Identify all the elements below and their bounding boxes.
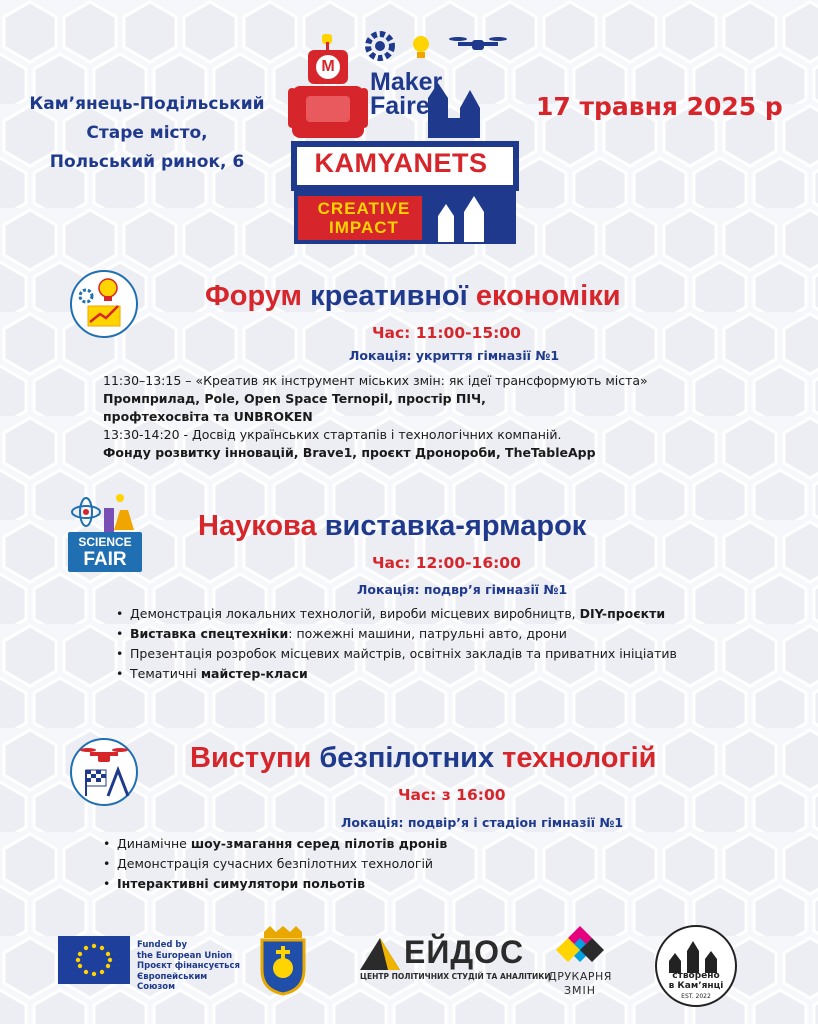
science-title-word-2: виставка-ярмарок: [324, 510, 587, 542]
eu-funding-text: [137, 940, 247, 993]
city-coat-of-arms: [258, 924, 308, 996]
science-title: [198, 510, 586, 543]
stamp-text-line-1: створено: [672, 971, 720, 981]
lightbulb-growth-icon: [70, 270, 138, 338]
science-bullet: • Презентація розробок місцевих майстрів, освітніх закладів та приватних ініціатив: [114, 645, 700, 662]
eu-stars-icon: [58, 936, 130, 984]
stamp-established: EST. 2022: [681, 993, 711, 1000]
drones-bullet-list: [101, 835, 581, 895]
drones-title-word-3: технологій: [502, 742, 657, 774]
forum-title: [205, 280, 621, 313]
forum-program-line: Промприлад, Pole, Open Space Ternopil, простір ПІЧ,: [103, 391, 486, 406]
science-fair-icon: [68, 490, 142, 572]
forum-title-word-2: креативної: [310, 280, 468, 312]
science-fair-badge-line-2: FAIR: [83, 549, 127, 570]
forum-location: Локація: укриття гімназії №1: [349, 348, 560, 363]
eu-text-line: Європейським Союзом: [137, 971, 208, 992]
science-bullet: • Демонстрація локальних технологій, вироби місцевих виробництв, DIY-проєкти: [114, 605, 754, 622]
drones-bullet: • Динамічне шоу-змагання серед пілотів дронів: [101, 835, 581, 852]
created-in-kamianets-stamp: [655, 925, 737, 1007]
creative-word: CREATIVE: [317, 199, 411, 218]
science-atom-flask-icon: [68, 490, 142, 536]
stamp-text: [663, 971, 729, 991]
forum-program-line: 11:30–13:15 – «Креатив як інструмент міських змін: як ідеї трансформують міста»: [103, 373, 648, 388]
drukarnia-diamond-icon: [548, 920, 612, 968]
creative-impact-wordmark: [304, 199, 424, 237]
maker-word: Maker: [370, 68, 443, 96]
forum-time: Час: 11:00-15:00: [372, 324, 521, 342]
eidos-triangle-icon: [360, 934, 404, 974]
forum-title-word-3: економіки: [475, 280, 621, 312]
kamyanets-wordmark: KAMYANETS: [314, 148, 488, 178]
drukarnia-zmin-logo: [548, 920, 612, 1000]
forum-program-line: Фонду розвитку інновацій, Brave1, проєкт Дронороби, TheTableApp: [103, 445, 596, 460]
drukarnia-line-2: ЗМІН: [563, 984, 597, 997]
drones-location: Локація: подвір’я і стадіон гімназії №1: [341, 815, 624, 830]
address-line-city: Кам’янець-Подільський: [29, 94, 265, 114]
science-bullet-list: [114, 605, 754, 685]
coat-of-arms-icon: [258, 924, 308, 996]
drones-time: Час: з 16:00: [398, 786, 506, 804]
eu-text-line: the European Union: [137, 950, 233, 961]
maker-faire-wordmark: [370, 70, 442, 118]
forum-program-line: профтехосвіта та UNBROKEN: [103, 409, 313, 424]
science-fair-badge: [68, 532, 142, 572]
drone-race-icon-graphic: [72, 740, 136, 804]
stamp-text-line-2: в Кам’янці: [668, 981, 724, 991]
eidos-subtitle: ЦЕНТР ПОЛІТИЧНИХ СТУДІЙ ТА АНАЛІТИКИ: [360, 972, 551, 981]
drukarnia-line-1: ДРУКАРНЯ: [548, 970, 612, 983]
science-fair-badge-line-1: SCIENCE: [78, 535, 132, 549]
science-time: Час: 12:00-16:00: [372, 554, 521, 572]
science-location: Локація: подвр’я гімназії №1: [357, 582, 568, 597]
lightbulb-growth-icon-graphic: [72, 272, 136, 336]
event-date: 17 травня 2025 р: [536, 92, 783, 121]
event-address: [22, 90, 272, 177]
impact-word: IMPACT: [329, 218, 399, 237]
drones-title: [190, 742, 656, 775]
address-line-district: Старе місто,: [86, 123, 208, 143]
science-title-word-1: Наукова: [198, 510, 317, 542]
address-line-street: Польський ринок, 6: [49, 152, 245, 172]
drone-race-icon: [70, 738, 138, 806]
eu-flag-logo: [58, 936, 130, 984]
forum-program: [103, 372, 648, 462]
drones-title-word-2: безпілотних: [319, 742, 495, 774]
drones-title-word-1: Виступи: [190, 742, 312, 774]
drones-bullet: • Демонстрація сучасних безпілотних технологій: [101, 855, 581, 872]
forum-title-word-1: Форум: [205, 280, 302, 312]
eidos-name: ЕЙДОС: [404, 934, 525, 970]
eu-text-line: Проєкт фінансується: [137, 961, 240, 971]
eu-text-line: Funded by: [137, 940, 188, 950]
faire-word: Faire: [370, 92, 430, 120]
forum-program-line: 13:30-14:20 - Досвід українських стартапів і технологічних компаній.: [103, 427, 562, 442]
science-bullet: • Тематичні майстер-класи: [114, 665, 754, 682]
robot-letter: M: [321, 58, 335, 75]
drones-bullet: • Інтерактивні симулятори польотів: [101, 875, 581, 892]
maker-faire-logo: [288, 28, 520, 248]
science-bullet: • Виставка спецтехніки: пожежні машини, патрульні авто, дрони: [114, 625, 754, 642]
eidos-logo: [360, 930, 551, 990]
